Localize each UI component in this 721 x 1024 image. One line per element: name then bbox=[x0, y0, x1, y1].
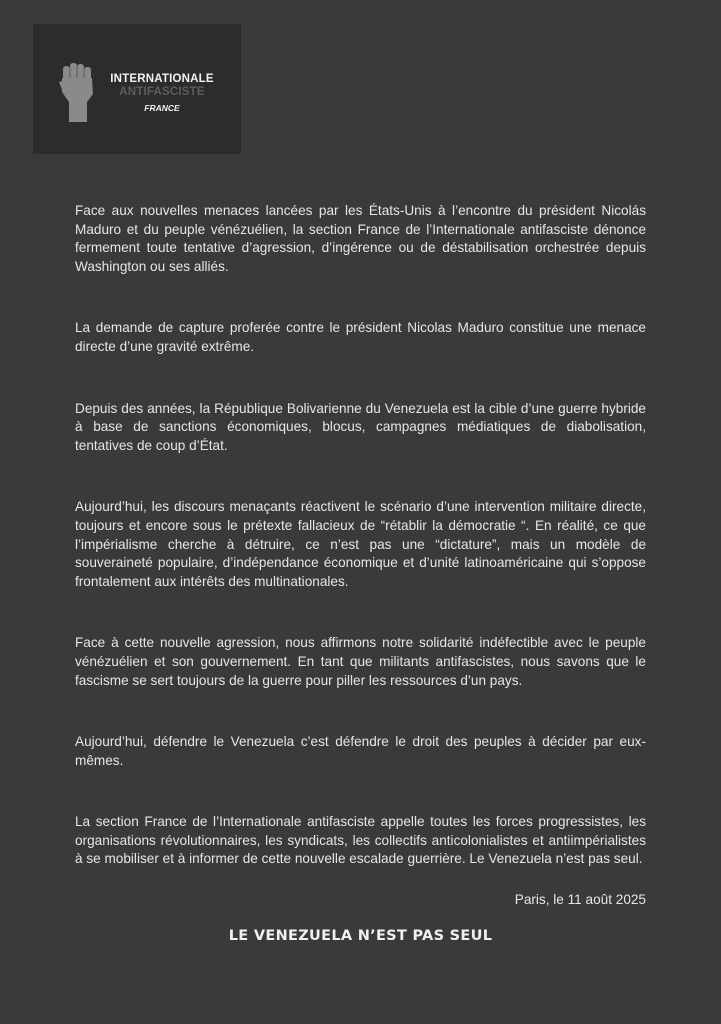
closing-slogan: LE VENEZUELA N’EST PAS SEUL bbox=[228, 928, 493, 944]
logo-title: INTERNATIONALE bbox=[110, 73, 214, 85]
paragraph: Aujourd’hui, les discours menaçants réactivent le scénario d’une intervention militaire directe, toujours et encore sous le prétexte fallacieux de “rétablir la démocratie “. En réalité, ce que l’impérialisme cherche à détruire, ce n’est pas une “dictature”, mais un modèle de souveraineté populaire, d’indépendance économique et d’unité latinoaméricaine qui s’oppose frontalement aux intérêts des multinationales. bbox=[75, 499, 646, 589]
paragraph: Depuis des années, la République Bolivarienne du Venezuela est la cible d’une guerre hybride à base de sanctions économiques, blocus, campagnes médiatiques de diabolisation, tentatives de coup d’État. bbox=[75, 400, 646, 453]
statement-body bbox=[75, 202, 646, 869]
paragraph: Face aux nouvelles menaces lancées par les États-Unis à l’encontre du président Nicolás Maduro et du peuple vénézuélien, la section France de l’Internationale antifasciste dénonce fermement toute tentative d’agression, d’ingérence ou de déstabilisation orchestrée depuis Washington ou ses alliés. bbox=[75, 203, 646, 274]
paragraph: La demande de capture proferée contre le président Nicolas Maduro constitue une menace directe d’une gravité extrême. bbox=[75, 320, 646, 354]
paragraph: La section France de l’Internationale antifasciste appelle toutes les forces progressistes, les organisations révolutionnaires, les syndicats, les collectifs anticolonialistes et antiimpérialistes à se mobiliser et à informer de cette nouvelle escalade guerrière. Le Venezuela n’est pas seul. bbox=[75, 814, 646, 867]
paragraph: Face à cette nouvelle agression, nous affirmons notre solidarité indéfectible avec le peuple vénézuélien et son gouvernement. En tant que militants antifascistes, nous savons que le fascisme se sert toujours de la guerre pour piller les ressources d’un pays. bbox=[75, 635, 646, 688]
place-and-date: Paris, le 11 août 2025 bbox=[514, 892, 646, 907]
logo-subtitle: ANTIFASCISTE bbox=[119, 85, 205, 98]
paragraph: Aujourd’hui, défendre le Venezuela c’est défendre le droit des peuples à décider par eux-mêmes. bbox=[75, 734, 646, 768]
logo-country: FRANCE bbox=[144, 103, 180, 113]
logo-banner bbox=[33, 24, 241, 154]
logo-wordmark bbox=[87, 74, 237, 113]
